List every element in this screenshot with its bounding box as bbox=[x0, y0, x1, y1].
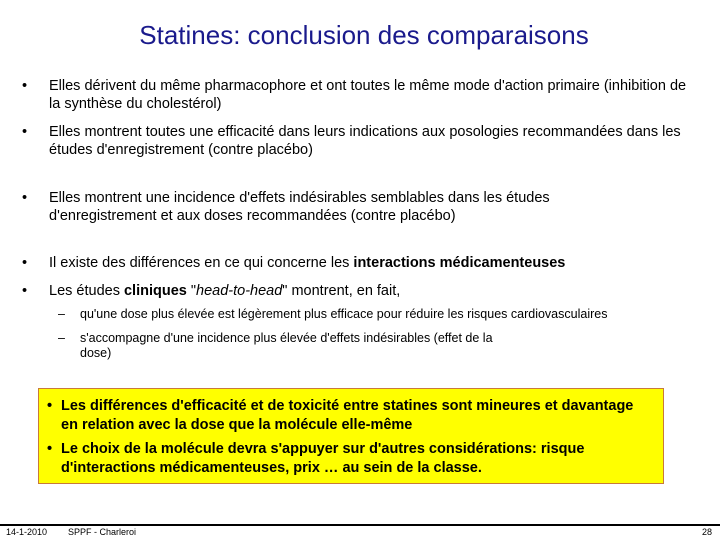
text: Il existe des différences en ce qui concerne les bbox=[49, 255, 354, 271]
italic-text: head-to-head bbox=[196, 283, 283, 299]
bold-text: cliniques bbox=[123, 283, 187, 299]
dash-icon: – bbox=[58, 331, 65, 345]
bold-text: interactions médicamenteuses bbox=[353, 255, 566, 271]
bullet-icon: • bbox=[47, 398, 53, 414]
bullet-text: Elles dérivent du même pharmacophore et ont toutes le même mode d'action primaire (inhibition de la synthèse du cholestérol) bbox=[49, 78, 687, 112]
conclusion-text: Le choix de la molécule devra s'appuyer sur d'autres considérations: risque d'interactions médicamenteuses, prix … au sein de la classe. bbox=[61, 441, 585, 476]
text: " montrent, en fait, bbox=[282, 283, 401, 299]
conclusion-item-2 bbox=[47, 440, 647, 476]
conclusion-item-1 bbox=[47, 397, 647, 433]
footer-organization: SPPF - Charleroi bbox=[68, 527, 137, 537]
sub-bullet-text: s'accompagne d'une incidence plus élevée d'effets indésirables (effet de la dose) bbox=[80, 331, 493, 360]
bullet-icon: • bbox=[47, 441, 53, 457]
bullet-icon: • bbox=[22, 283, 28, 299]
bullet-icon: • bbox=[22, 78, 28, 94]
slide-title: Statines: conclusion des comparaisons bbox=[139, 20, 589, 50]
footer-date: 14-1-2010 bbox=[6, 527, 48, 537]
conclusion-box bbox=[38, 388, 664, 484]
text: " bbox=[186, 283, 197, 299]
bullet-icon: • bbox=[22, 255, 28, 271]
text: Les études bbox=[49, 283, 124, 299]
footer-divider bbox=[0, 524, 720, 526]
bullet-icon: • bbox=[22, 124, 28, 140]
bullet-text: Elles montrent une incidence d'effets indésirables semblables dans les études d'enregistrement et aux doses recommandées (contre placébo) bbox=[49, 190, 550, 224]
conclusion-text: Les différences d'efficacité et de toxicité entre statines sont mineures et davantage en relation avec la dose que la molécule elle-même bbox=[61, 398, 634, 433]
bullet-icon: • bbox=[22, 190, 28, 206]
dash-icon: – bbox=[58, 307, 65, 321]
sub-bullet-text: qu'une dose plus élevée est légèrement plus efficace pour réduire les risques cardiovasculaires bbox=[80, 307, 608, 321]
bullet-text: Elles montrent toutes une efficacité dans leurs indications aux posologies recommandées dans les études d'enregistrement (contre placébo) bbox=[49, 124, 681, 158]
page-number: 28 bbox=[702, 527, 713, 537]
